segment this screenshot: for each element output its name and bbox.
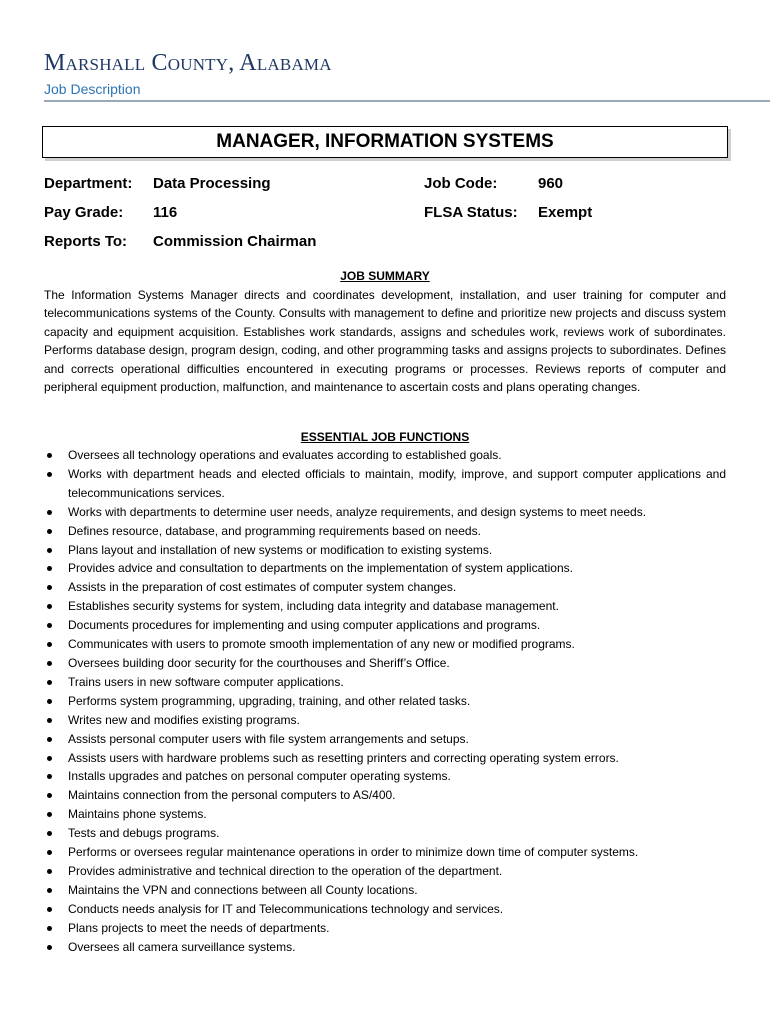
- header-divider: [44, 100, 770, 102]
- job-summary-text: The Information Systems Manager directs and coordinates development, installation, and user training for computer and telecommunications systems of the County. Consults with management to define and prioritize new projects and discuss system capacity and equipment acquisition. Establishes work standards, assigns and schedules work, reviews work of subordinates. Performs database design, program design, coding, and other programming tasks and assigns projects to subordinates. Defines and corrects operational difficulties encountered in executing programs or processes. Reviews reports of computer and peripheral equipment production, malfunction, and maintenance to ascertain costs and plans operating changes.: [44, 288, 726, 395]
- function-item: Oversees all technology operations and evaluates according to established goals.: [44, 446, 726, 465]
- function-item: Assists users with hardware problems such as resetting printers and correcting operating system errors.: [44, 749, 726, 768]
- function-item: Plans projects to meet the needs of departments.: [44, 919, 726, 938]
- function-item: Maintains the VPN and connections between all County locations.: [44, 881, 726, 900]
- pay-grade-value: 116: [153, 204, 178, 221]
- essential-functions-list: [44, 446, 726, 956]
- function-item: Works with department heads and elected officials to maintain, modify, improve, and support computer applications and telecommunications services.: [44, 465, 726, 503]
- job-code-value: 960: [538, 175, 564, 192]
- flsa-status-label: FLSA Status:: [424, 204, 518, 221]
- document-type: Job Description: [44, 81, 141, 97]
- function-item: Conducts needs analysis for IT and Telecommunications technology and services.: [44, 900, 726, 919]
- function-item: Trains users in new software computer applications.: [44, 673, 726, 692]
- reports-to-value: Commission Chairman: [153, 233, 317, 250]
- function-item: Maintains connection from the personal computers to AS/400.: [44, 786, 726, 805]
- reports-to-label: Reports To:: [44, 233, 128, 250]
- pay-grade-label: Pay Grade:: [44, 204, 124, 221]
- function-item: Documents procedures for implementing and using computer applications and programs.: [44, 616, 726, 635]
- document-header: [44, 48, 770, 98]
- job-summary-heading: JOB SUMMARY: [340, 269, 430, 283]
- function-item: Provides administrative and technical direction to the operation of the department.: [44, 862, 726, 881]
- function-item: Provides advice and consultation to departments on the implementation of system applications.: [44, 559, 726, 578]
- function-item: Performs or oversees regular maintenance operations in order to minimize down time of computer systems.: [44, 843, 726, 862]
- department-label: Department:: [44, 175, 133, 192]
- function-item: Performs system programming, upgrading, training, and other related tasks.: [44, 692, 726, 711]
- function-item: Plans layout and installation of new systems or modification to existing systems.: [44, 541, 726, 560]
- function-item: Oversees all camera surveillance systems.: [44, 938, 726, 957]
- function-item: Defines resource, database, and programming requirements based on needs.: [44, 522, 726, 541]
- function-item: Tests and debugs programs.: [44, 824, 726, 843]
- flsa-status-value: Exempt: [538, 204, 593, 221]
- function-item: Maintains phone systems.: [44, 805, 726, 824]
- function-item: Communicates with users to promote smooth implementation of any new or modified programs.: [44, 635, 726, 654]
- essential-functions-heading: ESSENTIAL JOB FUNCTIONS: [300, 430, 470, 444]
- function-item: Writes new and modifies existing programs.: [44, 711, 726, 730]
- county-name: Marshall County, Alabama: [44, 50, 332, 76]
- function-item: Installs upgrades and patches on personal computer operating systems.: [44, 767, 726, 786]
- job-code-label: Job Code:: [424, 175, 498, 192]
- function-item: Assists personal computer users with file system arrangements and setups.: [44, 730, 726, 749]
- function-item: Establishes security systems for system, including data integrity and database management.: [44, 597, 726, 616]
- function-item: Oversees building door security for the courthouses and Sheriff’s Office.: [44, 654, 726, 673]
- department-value: Data Processing: [153, 175, 271, 192]
- job-title: MANAGER, INFORMATION SYSTEMS: [42, 126, 728, 158]
- function-item: Assists in the preparation of cost estimates of computer system changes.: [44, 578, 726, 597]
- function-item: Works with departments to determine user needs, analyze requirements, and design systems to meet needs.: [44, 503, 726, 522]
